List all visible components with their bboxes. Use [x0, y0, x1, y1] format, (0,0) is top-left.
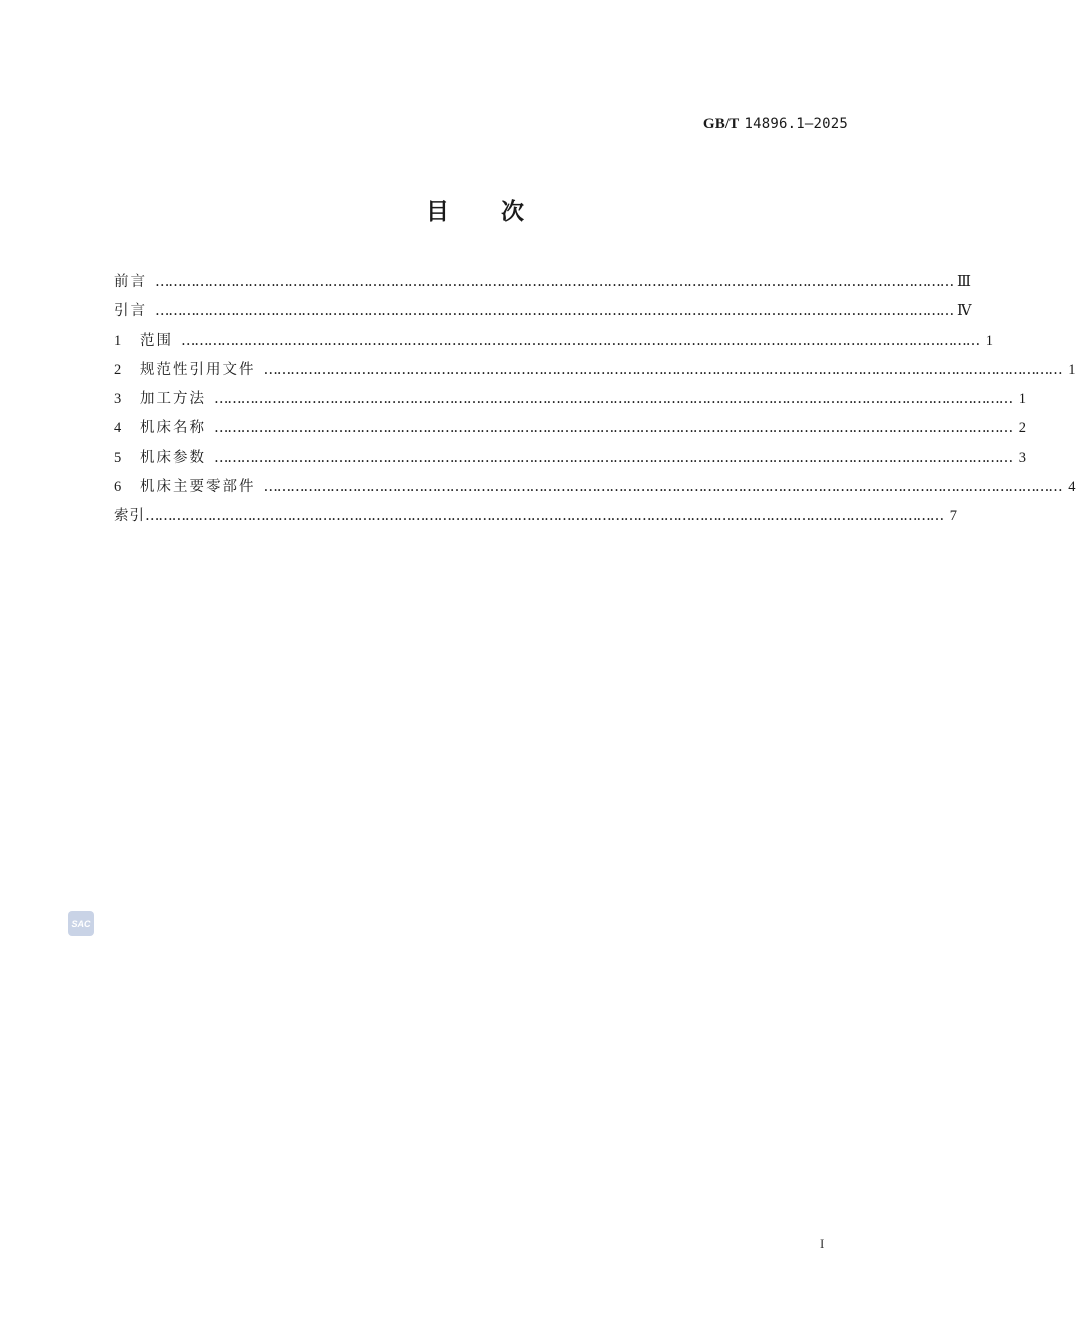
toc-leader-dots: ……………………………………………………………………………………………………………………………………………………………… [214, 420, 1013, 437]
toc-entry-number: 3 [114, 391, 122, 408]
toc-entry-number: 2 [114, 361, 122, 378]
toc-entry-page: 3 [1018, 449, 1027, 466]
toc-entry-label: 机床名称 [140, 420, 206, 437]
toc-entry-number: 1 [114, 332, 122, 349]
toc-entry[interactable] [114, 387, 1027, 416]
toc-entry-page: 1 [985, 332, 994, 349]
toc-leader-dots: ……………………………………………………………………………………………………………………………………………………………… [155, 303, 954, 320]
standard-prefix: GB/T [702, 116, 740, 132]
toc-entry-label: 索引 [114, 508, 145, 525]
standard-code: 14896.1—2025 [744, 116, 848, 132]
sac-watermark-logo [68, 911, 94, 936]
toc-entry-page: Ⅳ [957, 303, 972, 320]
toc-leader-dots: ……………………………………………………………………………………………………………………………………………………………… [181, 332, 980, 349]
toc-entry[interactable] [114, 475, 1076, 504]
watermark-text: SAC [71, 919, 91, 929]
toc-leader-dots: ……………………………………………………………………………………………………………………………………………………………… [145, 508, 944, 525]
toc-entry-number: 6 [114, 479, 122, 496]
toc-entry[interactable] [114, 329, 994, 358]
toc-entry-number: 4 [114, 420, 122, 437]
toc-leader-dots: ……………………………………………………………………………………………………………………………………………………………… [214, 391, 1013, 408]
toc-leader-dots: ……………………………………………………………………………………………………………………………………………………………… [263, 361, 1062, 378]
toc-leader-dots: ……………………………………………………………………………………………………………………………………………………………… [214, 449, 1013, 466]
toc-entry-page: 2 [1018, 420, 1027, 437]
toc-leader-dots: ……………………………………………………………………………………………………………………………………………………………… [155, 274, 954, 290]
toc-entry-page: 4 [1068, 479, 1076, 496]
toc-leader-dots: ……………………………………………………………………………………………………………………………………………………………… [263, 479, 1062, 496]
standard-number [703, 114, 848, 133]
toc-entry-page: 1 [1068, 361, 1076, 378]
page-title: 目次 [426, 199, 576, 225]
toc-entry-page: Ⅲ [957, 274, 971, 290]
toc-entry-page: 7 [949, 508, 958, 525]
toc-entry-label: 机床参数 [140, 449, 206, 466]
toc-entry[interactable] [114, 358, 1076, 387]
toc-entry[interactable] [114, 446, 1027, 475]
toc-entry-label: 范围 [140, 332, 173, 349]
toc-entry-label: 加工方法 [140, 391, 206, 408]
toc-entry[interactable] [114, 299, 972, 328]
page-number: I [820, 1236, 825, 1251]
toc-entry[interactable] [114, 416, 1027, 445]
table-of-contents [114, 270, 1076, 534]
toc-entry-label: 规范性引用文件 [140, 361, 256, 378]
toc-entry-label: 引言 [114, 303, 147, 320]
toc-entry-page: 1 [1018, 391, 1027, 408]
toc-entry-label: 前言 [114, 274, 147, 290]
toc-entry[interactable] [114, 504, 958, 533]
toc-entry[interactable] [114, 270, 971, 299]
toc-entry-label: 机床主要零部件 [140, 479, 256, 496]
toc-entry-number: 5 [114, 449, 122, 466]
